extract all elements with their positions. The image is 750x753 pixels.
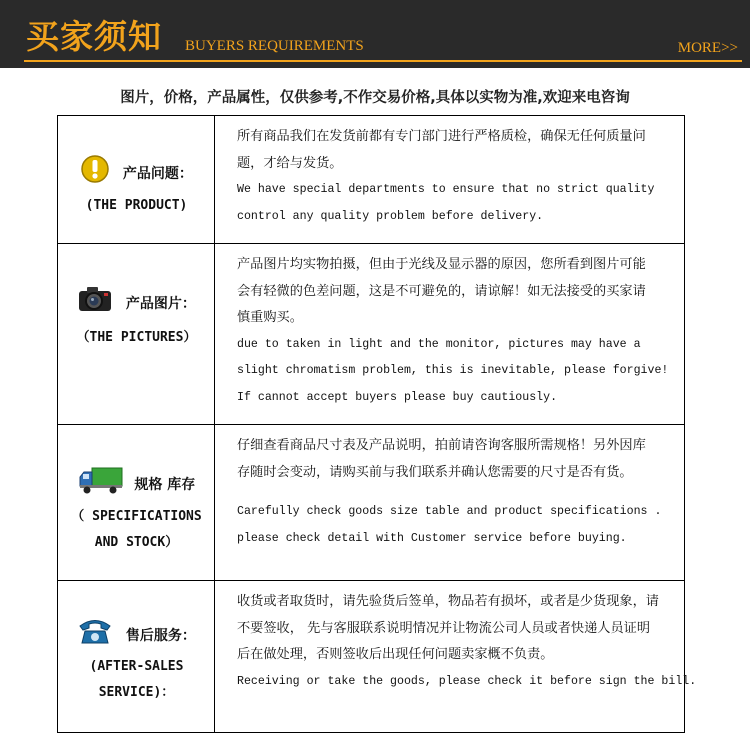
text-cn-line: 产品图片均实物拍摄，但由于光线及显示器的原因，您所看到图片可能 <box>237 257 646 272</box>
text-cn-line: 题，才给与发货。 <box>237 155 343 171</box>
row-label <box>58 617 215 706</box>
text-en-line: Receiving or take the goods, please check it before sign the bill. <box>237 674 697 688</box>
header-title-cn: 买家须知 <box>26 17 162 56</box>
text-cn-line: 存随时会变动，请购买前与我们联系并确认您需要的尺寸是否有货。 <box>237 464 633 480</box>
camera-icon <box>77 284 113 323</box>
label-en: SERVICE)： <box>98 685 175 700</box>
header-title-en: BUYERS REQUIREMENTS <box>185 38 364 54</box>
row-label-cell <box>58 581 215 732</box>
label-en: (THE PRODUCT) <box>85 198 188 213</box>
label-en: （THE PICTURES） <box>76 330 197 345</box>
label-en: AND STOCK） <box>94 535 179 550</box>
exclamation-icon <box>80 154 110 193</box>
telephone-icon <box>77 617 113 654</box>
row-label <box>58 154 215 219</box>
header-divider <box>24 60 742 62</box>
label-en: (AFTER-SALES <box>89 659 184 674</box>
more-link[interactable]: MORE>> <box>677 40 738 56</box>
text-cn-line: 后在做处理，否则签收后出现任何问题卖家概不负责。 <box>237 647 554 662</box>
notice-text: 图片，价格，产品属性，仅供参考,不作交易价格,具体以实物为准,欢迎来电咨询 <box>120 90 630 106</box>
text-en-line: slight chromatism problem, this is inevitable, please forgive! <box>237 364 669 377</box>
text-en-line: please check detail with Customer service before buying. <box>237 531 627 545</box>
row-text-cell <box>215 244 684 424</box>
text-en-line: Carefully check goods size table and product specifications . <box>237 505 662 518</box>
row-text-cell <box>215 581 697 732</box>
label-en: （ SPECIFICATIONS <box>71 509 202 524</box>
label-cn: 产品图片： <box>125 295 196 312</box>
text-en-line: due to taken in light and the monitor, pictures may have a <box>237 337 641 351</box>
row-text-cell <box>215 116 684 243</box>
text-en-line: We have special departments to ensure that no strict quality <box>237 183 655 196</box>
text-cn-line: 慎重购买。 <box>237 310 303 325</box>
text-en-line: If cannot accept buyers please buy cautiously. <box>237 390 558 404</box>
header-banner <box>0 0 750 68</box>
text-cn-line: 收货或者取货时，请先验货后签单，物品若有损坏，或者是少货现象，请 <box>237 594 659 609</box>
table-row-product <box>58 116 684 244</box>
table-row-after-sales <box>58 581 697 732</box>
row-text-cell <box>215 425 684 580</box>
table-row-specifications <box>58 425 684 581</box>
truck-icon <box>78 465 124 504</box>
label-cn: 产品问题： <box>122 165 193 182</box>
text-cn-line: 会有轻微的色差问题，这是不可避免的，请谅解！如无法接受的买家请 <box>237 283 646 299</box>
row-label-cell <box>58 116 215 243</box>
table-row-pictures <box>58 244 684 425</box>
row-label-cell <box>58 244 215 424</box>
requirements-table <box>57 115 697 733</box>
text-en-line: control any quality problem before delivery. <box>237 209 544 223</box>
row-label <box>58 465 215 556</box>
text-cn-line: 仔细查看商品尺寸表及产品说明，拍前请咨询客服所需规格！另外因库 <box>237 438 646 453</box>
text-cn-line: 所有商品我们在发货前都有专门部门进行严格质检，确保无任何质量问 <box>237 129 646 144</box>
row-label-cell <box>58 425 215 580</box>
row-label <box>58 284 215 351</box>
label-cn: 售后服务： <box>125 627 196 644</box>
label-cn: 规格 库存 <box>134 476 196 493</box>
text-cn-line: 不要签收， 先与客服联系说明情况并让物流公司人员或者快递人员证明 <box>237 620 651 636</box>
